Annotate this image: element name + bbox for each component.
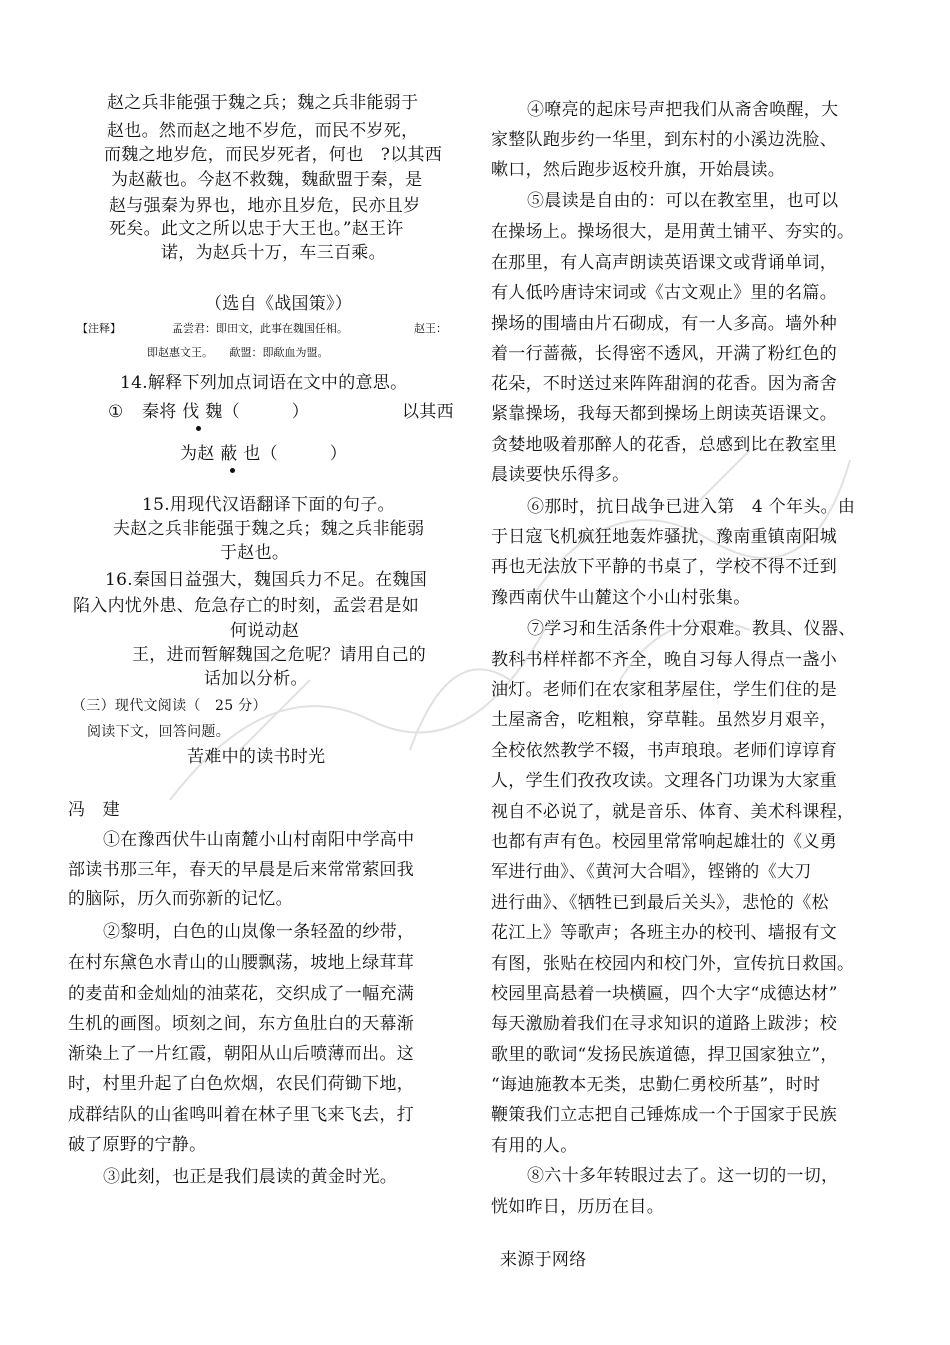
paragraph-line: 在那里，有人高声朗读英语课文或背诵单词， [491, 253, 837, 273]
note-line: 即赵惠文王。 歃盟：即歃血为盟。 [147, 346, 329, 359]
question-item-number: ① [108, 402, 124, 422]
paragraph-line: ②黎明，白色的山岚像一条轻盈的纱带， [103, 922, 415, 942]
paragraph-line: 再也无法放下平静的书桌了，学校不得不迁到 [491, 557, 837, 577]
question-text: 话加以分析。 [204, 669, 308, 689]
paragraph-line: 着一行蔷薇，长得密不透风，开满了粉红色的 [491, 344, 837, 364]
question-prompt: 14.解释下列加点词语在文中的意思。 [120, 373, 408, 393]
article-title: 苦难中的读书时光 [187, 747, 326, 767]
paragraph-line: 部读书那三年，春天的早晨是后来常常萦回我 [68, 860, 414, 880]
paragraph-line: 视自不必说了，就是音乐、体育、美术科课程， [491, 802, 855, 822]
paragraph-line: 人，学生们孜孜攻读。文理各门功课为大家重 [491, 771, 837, 791]
paragraph-line: 油灯。老师们在农家租茅屋住，学生们住的是 [491, 680, 837, 700]
passage-line: 为赵蔽也。今赵不救魏，魏歃盟于秦，是 [111, 170, 423, 190]
emphasis-dot [230, 468, 235, 473]
passage-line: 死矣。此文之所以忠于大王也。”赵王许 [109, 219, 404, 239]
paragraph-line: 豫西南伏牛山麓这个小山村张集。 [491, 588, 751, 608]
note-line: 孟尝君：即田文，此事在魏国任相。 [172, 322, 348, 335]
paragraph-line: 有图，张贴在校园内和校门外，宣传抗日救国。 [491, 954, 855, 974]
paragraph-line: 歌里的歌词“发扬民族道德，捍卫国家独立”， [491, 1045, 838, 1065]
paragraph-line: 土屋斋舍，吃粗粮，穿草鞋。虽然岁月艰辛， [491, 710, 837, 730]
paragraph-line: 时，村里升起了白色炊烟，农民们荷锄下地， [68, 1074, 414, 1094]
emphasis-dot [196, 426, 201, 431]
paragraph-line: 全校依然教学不辍，书声琅琅。老师们谆谆育 [491, 741, 837, 761]
paragraph-line: ⑥那时，抗日战争已进入第 4 个年头。由 [527, 497, 856, 517]
question-text: 16.秦国日益强大，魏国兵力不足。在魏国 [105, 570, 428, 590]
paragraph-line: 在操场上。操场很大，是用黄土铺平、夯实的。 [491, 222, 855, 242]
paragraph-line: 于日寇飞机疯狂地轰炸骚扰，豫南重镇南阳城 [491, 527, 837, 547]
notes-label: 【注释】 [77, 322, 121, 335]
section-heading: （三）现代文阅读（ 25 分） [72, 698, 267, 714]
paragraph-line: ④嘹亮的起床号声把我们从斋舍唤醒，大 [527, 100, 839, 120]
question-text: 陷入内忧外患、危急存亡的时刻，孟尝君是如 [73, 596, 419, 616]
paragraph-line: 每天激励着我们在寻求知识的道路上跋涉；校 [491, 1014, 837, 1034]
passage-line: 诺，为赵兵十万，车三百乘。 [161, 243, 386, 263]
passage-line: 而魏之地岁危，而民岁死者，何也 ?以其西 [104, 145, 443, 165]
paragraph-line: 花朵，不时送过来阵阵甜润的花香。因为斋舍 [491, 374, 837, 394]
paragraph-line: 教科书样样都不齐全，晚自习每人得点一盏小 [491, 650, 837, 670]
question-prompt: 15.用现代汉语翻译下面的句子。 [142, 495, 395, 515]
paragraph-line: 的麦苗和金灿灿的油菜花，交织成了一幅充满 [68, 984, 414, 1004]
paragraph-line: 生机的画图。顷刻之间，东方鱼肚白的天幕渐 [68, 1014, 414, 1034]
paragraph-line: 嗽口，然后跑步返校升旗，开始晨读。 [491, 160, 786, 180]
question-item: 为赵 蔽 也（ ） [180, 444, 348, 464]
passage-line: 赵也。然而赵之地不岁危，而民不岁死， [107, 121, 419, 141]
paragraph-line: 的脑际，历久而弥新的记忆。 [68, 889, 293, 909]
note-line: 赵王： [414, 322, 447, 335]
paragraph-line: 恍如昨日，历历在目。 [491, 1197, 664, 1217]
paragraph-line: 贪婪地吸着那醉人的花香，总感到比在教室里 [491, 435, 837, 455]
paragraph-line: 军进行曲》、《黄河大合唱》，铿锵的《大刀 [491, 862, 812, 882]
article-author: 冯 建 [68, 800, 120, 820]
question-text: 何说动赵 [230, 621, 300, 641]
paragraph-line: 成群结队的山雀鸣叫着在林子里飞来飞去，打 [68, 1105, 414, 1125]
paragraph-line: 晨读要快乐得多。 [491, 465, 630, 485]
paragraph-line: ③此刻，也正是我们晨读的黄金时光。 [103, 1167, 398, 1187]
paragraph-line: 花江上》等歌声；各班主办的校刊、墙报有文 [491, 923, 837, 943]
question-text: 于赵也。 [220, 543, 290, 563]
paragraph-line: 操场的围墙由片石砌成，有一人多高。墙外种 [491, 314, 837, 334]
question-item: 以其西 [402, 402, 454, 422]
paragraph-line: ⑦学习和生活条件十分艰难。教具、仪器、 [527, 619, 856, 639]
passage-line: 赵与强秦为界也，地亦且岁危，民亦且岁 [109, 196, 421, 216]
paragraph-line: 校园里高悬着一块横匾，四个大字“成德达材” [491, 984, 838, 1004]
paragraph-line: 也都有声有色。校园里常常响起雄壮的《义勇 [491, 832, 837, 852]
source-citation: （选自《战国策》） [205, 294, 353, 314]
source-footer: 来源于网络 [500, 1250, 587, 1270]
paragraph-line: 紧靠操场，我每天都到操场上朗读英语课文。 [491, 404, 837, 424]
question-item: 秦将 伐 魏（ ） [142, 402, 310, 422]
paragraph-line: ①在豫西伏牛山南麓小山村南阳中学高中 [103, 830, 415, 850]
paragraph-line: 渐染上了一片红霞，朝阳从山后喷薄而出。这 [68, 1044, 414, 1064]
paragraph-line: 有用的人。 [491, 1136, 578, 1156]
paragraph-line: 破了原野的宁静。 [68, 1135, 207, 1155]
paragraph-line: “诲迪施教本无类，忠勤仁勇校所基”，时时 [491, 1075, 821, 1095]
paragraph-line: ⑤晨读是自由的：可以在教室里，也可以 [527, 191, 839, 211]
question-text: 王，进而暂解魏国之危呢？请用自己的 [132, 645, 427, 665]
paragraph-line: 鞭策我们立志把自己锤炼成一个于国家于民族 [491, 1105, 837, 1125]
paragraph-line: ⑧六十多年转眼过去了。这一切的一切， [527, 1166, 839, 1186]
question-text: 夫赵之兵非能强于魏之兵；魏之兵非能弱 [113, 519, 425, 539]
passage-line: 赵之兵非能强于魏之兵；魏之兵非能弱于 [107, 93, 419, 113]
paragraph-line: 家整队跑步约一华里，到东村的小溪边洗脸、 [491, 130, 837, 150]
section-instruction: 阅读下文，回答问题。 [87, 724, 230, 740]
paragraph-line: 有人低吟唐诗宋词或《古文观止》里的名篇。 [491, 283, 837, 303]
paragraph-line: 在村东黛色水青山的山腰飘荡，坡地上绿茸茸 [68, 953, 414, 973]
paragraph-line: 进行曲》、《牺牲已到最后关头》，悲怆的《松 [491, 893, 829, 913]
